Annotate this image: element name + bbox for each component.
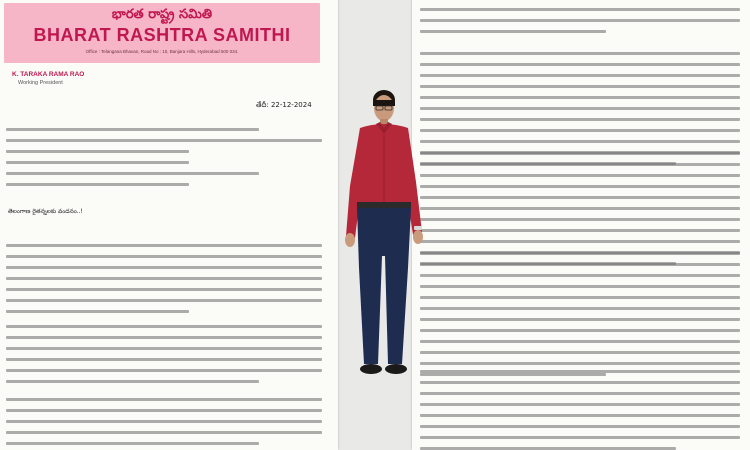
letter-greeting: తెలంగాణ రైతన్నలకు వందనం..! — [8, 208, 83, 215]
letter-intro-paragraph — [6, 128, 322, 194]
office-address: Office : Telangana Bhavan, Road No : 10, Banjara Hills, Hyderabad 500 034. — [85, 49, 239, 54]
letter-paragraph-1 — [6, 244, 322, 321]
letter-paragraph-7 — [420, 252, 740, 384]
letterhead — [4, 3, 320, 63]
party-name-english: BHARAT RASHTRA SAMITHI — [33, 25, 291, 45]
letter-page-right — [412, 0, 750, 450]
party-name-telugu: భారత రాష్ట్ర సమితి — [111, 7, 213, 22]
letter-date: తేదీ: 22-12-2024 — [256, 101, 312, 109]
letter-paragraph-3 — [6, 398, 322, 450]
letter-paragraph-2 — [6, 325, 322, 391]
letter-paragraph-8 — [420, 370, 740, 450]
leader-photo — [336, 86, 432, 381]
standing-man-figure — [336, 86, 432, 381]
letter-paragraph-4 — [420, 8, 740, 41]
sender-title: Working President — [18, 80, 63, 86]
letter-page-left — [0, 0, 338, 450]
sender-name: K. TARAKA RAMA RAO — [12, 71, 85, 78]
